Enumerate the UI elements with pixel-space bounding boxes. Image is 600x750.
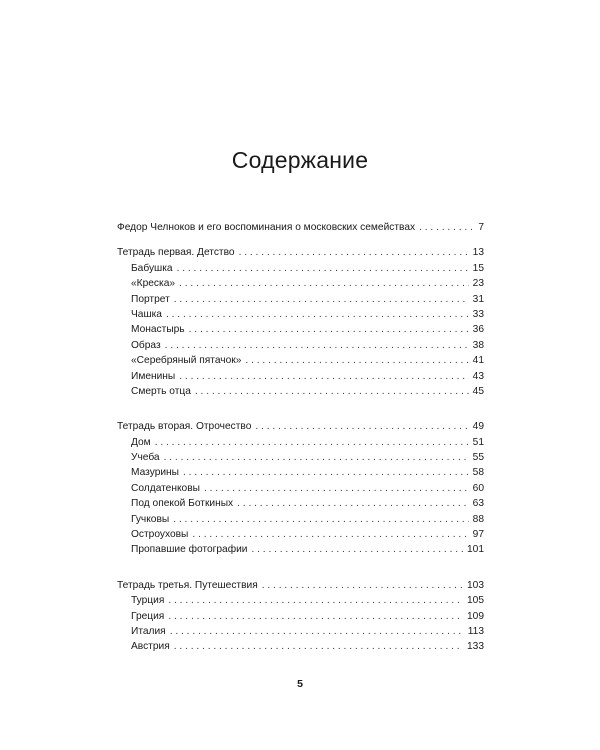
dot-leader [166, 307, 469, 322]
toc-entry-page: 15 [472, 262, 484, 274]
toc-entry-page: 88 [472, 513, 484, 525]
toc-entry-preface [117, 220, 484, 235]
dot-leader [179, 276, 469, 291]
toc-entry [117, 276, 484, 291]
dot-leader [173, 512, 468, 527]
dot-leader [251, 542, 463, 557]
toc-entry-title: Италия [131, 625, 166, 637]
toc-section-heading [117, 245, 484, 260]
toc-entry-page: 36 [472, 324, 484, 336]
toc-entry [117, 542, 484, 557]
toc-entry [117, 527, 484, 542]
dot-leader [168, 593, 463, 608]
dot-leader [170, 624, 464, 639]
toc-entry-page: 103 [467, 579, 484, 591]
toc-entry [117, 609, 484, 624]
dot-leader [262, 578, 463, 593]
toc-entry-title: Австрия [131, 641, 170, 653]
toc-entry-page: 60 [472, 482, 484, 494]
toc-entry-page: 49 [472, 421, 484, 433]
dot-leader [192, 527, 468, 542]
dot-leader [204, 481, 469, 496]
toc-entry-title: Дом [131, 436, 151, 448]
dot-leader [165, 338, 469, 353]
dot-leader [183, 465, 469, 480]
toc-section-2 [117, 419, 484, 558]
dot-leader [177, 261, 469, 276]
toc-entry [117, 261, 484, 276]
toc-entry-page: 97 [472, 529, 484, 541]
toc-entry [117, 369, 484, 384]
toc-entry-title: Под опекой Боткиных [131, 498, 234, 510]
dot-leader [174, 639, 463, 654]
dot-leader [189, 322, 469, 337]
toc-entry [117, 353, 484, 368]
dot-leader [168, 609, 463, 624]
table-of-contents [117, 220, 484, 675]
toc-entry [117, 384, 484, 399]
toc-entry-title: Именины [131, 370, 176, 382]
toc-entry-title: Чашка [131, 308, 162, 320]
toc-entry-page: 58 [472, 467, 484, 479]
toc-entry [117, 465, 484, 480]
toc-entry-page: 51 [472, 436, 484, 448]
toc-entry [117, 307, 484, 322]
dot-leader [419, 220, 474, 235]
toc-entry [117, 593, 484, 608]
toc-entry-title: Тетрадь третья. Путешествия [117, 579, 258, 591]
toc-entry-title: Портрет [131, 293, 170, 305]
toc-entry [117, 450, 484, 465]
toc-entry-title: «Серебряный пятачок» [131, 355, 242, 367]
toc-entry-page: 43 [472, 370, 484, 382]
toc-entry [117, 624, 484, 639]
toc-entry-page: 133 [467, 641, 484, 653]
toc-entry-page: 101 [467, 544, 484, 556]
toc-entry-title: Солдатенковы [131, 482, 200, 494]
toc-entry-page: 41 [472, 355, 484, 367]
toc-entry-title: Гучковы [131, 513, 170, 525]
toc-entry [117, 512, 484, 527]
toc-entry-page: 55 [472, 452, 484, 464]
dot-leader [174, 292, 469, 307]
toc-entry-title: Турция [131, 595, 165, 607]
toc-entry [117, 496, 484, 511]
toc-entry-page: 109 [467, 610, 484, 622]
toc-entry-title: Тетрадь первая. Детство [117, 247, 235, 259]
dot-leader [179, 369, 468, 384]
toc-entry-title: Остроуховы [131, 529, 189, 541]
toc-entry-title: Бабушка [131, 262, 173, 274]
toc-section-heading [117, 578, 484, 593]
toc-entry-title: Образ [131, 339, 161, 351]
toc-entry-title: Мазурины [131, 467, 179, 479]
dot-leader [155, 435, 469, 450]
toc-entry [117, 639, 484, 654]
toc-entry-page: 33 [472, 308, 484, 320]
toc-entry-title: Тетрадь вторая. Отрочество [117, 421, 252, 433]
toc-entry-title: «Креска» [131, 278, 176, 290]
dot-leader [237, 496, 469, 511]
toc-entry-page: 7 [478, 222, 484, 233]
dot-leader [195, 384, 469, 399]
toc-entry [117, 481, 484, 496]
toc-entry-page: 31 [472, 293, 484, 305]
dot-leader [164, 450, 469, 465]
dot-leader [255, 419, 468, 434]
toc-entry-page: 113 [467, 625, 484, 637]
toc-entry-title: Смерть отца [131, 385, 191, 397]
dot-leader [245, 353, 468, 368]
toc-entry [117, 292, 484, 307]
toc-entry-page: 105 [467, 595, 484, 607]
page-number: 5 [297, 678, 303, 690]
toc-entry-title: Монастырь [131, 324, 185, 336]
toc-entry [117, 338, 484, 353]
toc-entry-title: Греция [131, 610, 165, 622]
toc-entry-page: 38 [472, 339, 484, 351]
toc-section-3 [117, 578, 484, 655]
toc-section-1 [117, 245, 484, 399]
toc-entry-page: 45 [472, 385, 484, 397]
toc-entry-title: Пропавшие фотографии [131, 544, 248, 556]
toc-entry [117, 322, 484, 337]
toc-section-heading [117, 419, 484, 434]
toc-entry-page: 63 [472, 498, 484, 510]
toc-entry-title: Учеба [131, 452, 160, 464]
toc-entry-page: 13 [472, 247, 484, 259]
page-title: Содержание [231, 147, 369, 173]
toc-entry [117, 435, 484, 450]
toc-entry-page: 23 [472, 278, 484, 290]
toc-entry-title: Федор Челноков и его воспоминания о московских семействах [117, 222, 416, 233]
dot-leader [239, 245, 469, 260]
